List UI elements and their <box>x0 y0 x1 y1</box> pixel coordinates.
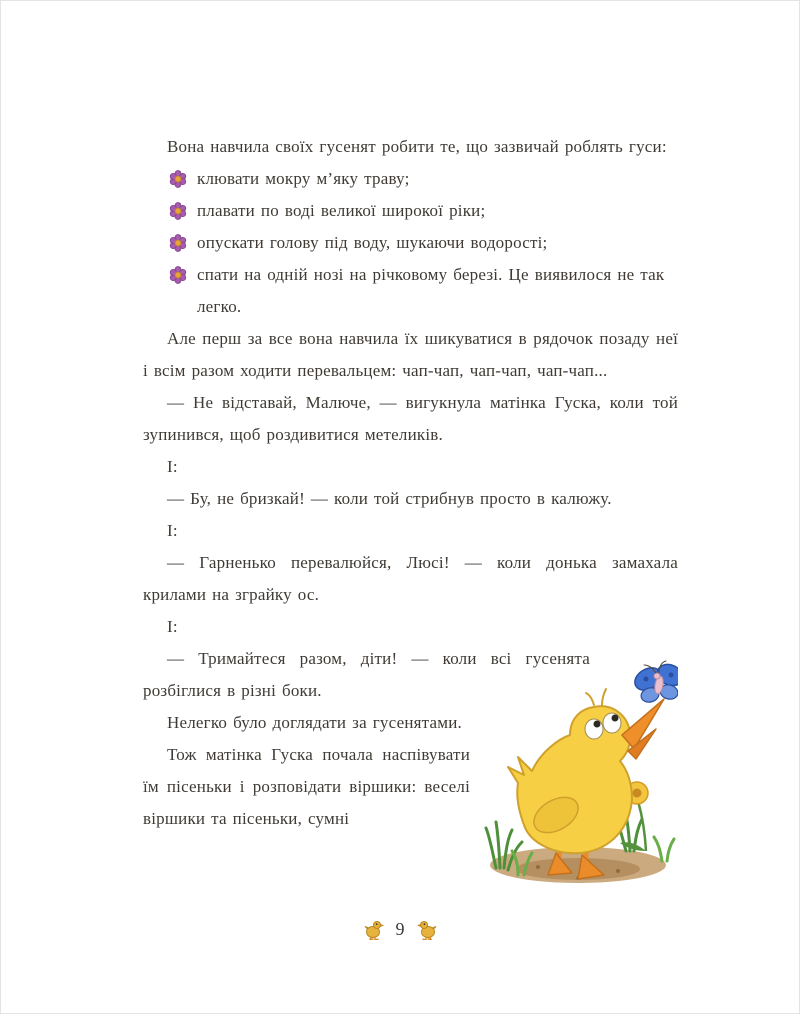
flower-icon <box>169 202 187 220</box>
duckling-icon <box>364 920 384 940</box>
gosling-illustration <box>478 643 678 893</box>
duckling-icon <box>417 920 437 940</box>
paragraph-ne-vidstavai: — Не відставай, Малюче, — вигукнула матінка Гуска, коли той зупинився, щоб роздивитися метеликів. <box>143 393 678 444</box>
bullet-list <box>143 163 678 323</box>
page-footer <box>1 919 799 940</box>
list-item <box>143 227 678 259</box>
flower-icon <box>169 266 187 284</box>
flower-icon <box>169 170 187 188</box>
text-block <box>143 131 678 893</box>
paragraph-tozh: Тож матінка Гуска почала наспівувати їм пісеньки і розповідати віршики: веселі віршики та пісеньки, сумні <box>143 745 470 828</box>
paragraph-bu-ne-bryzkai: — Бу, не бризкай! — коли той стрибнув просто в калюжу. <box>167 489 612 508</box>
butterfly-icon <box>631 660 678 704</box>
list-item <box>143 195 678 227</box>
paragraph-i: І: <box>167 617 178 636</box>
paragraph-nelehko: Нелегко було доглядати за гусенятами. <box>167 713 462 732</box>
gosling-with-butterfly <box>478 643 678 893</box>
paragraph-taught-row: Але перш за все вона навчила їх шикуватися в рядочок позаду неї і всім разом ходити перевальцем: чап-чап, чап-чап, чап-чап... <box>143 329 678 380</box>
list-item-text: спати на одній нозі на річковому березі. Це виявилося не так легко. <box>197 265 665 316</box>
paragraph-i: І: <box>167 521 178 540</box>
list-item <box>143 163 678 195</box>
list-item-text: опускати голову під воду, шукаючи водорості; <box>197 233 548 252</box>
flower-icon <box>169 234 187 252</box>
paragraph-trymaitesia: — Тримайтеся разом, діти! — коли всі гусенята розбіглися в різні боки. <box>143 649 590 700</box>
list-item-text: клювати мокру м’яку траву; <box>197 169 410 188</box>
paragraph-harnenko: — Гарненько перевалюйся, Люсі! — коли донька замахала крилами на зграйку ос. <box>143 553 678 604</box>
paragraph-i: І: <box>167 457 178 476</box>
paragraph-intro: Вона навчила своїх гусенят робити те, що зазвичай роблять гуси: <box>167 137 667 156</box>
page-number: 9 <box>395 919 405 939</box>
list-item-text: плавати по воді великої широкої ріки; <box>197 201 486 220</box>
list-item <box>143 259 678 323</box>
